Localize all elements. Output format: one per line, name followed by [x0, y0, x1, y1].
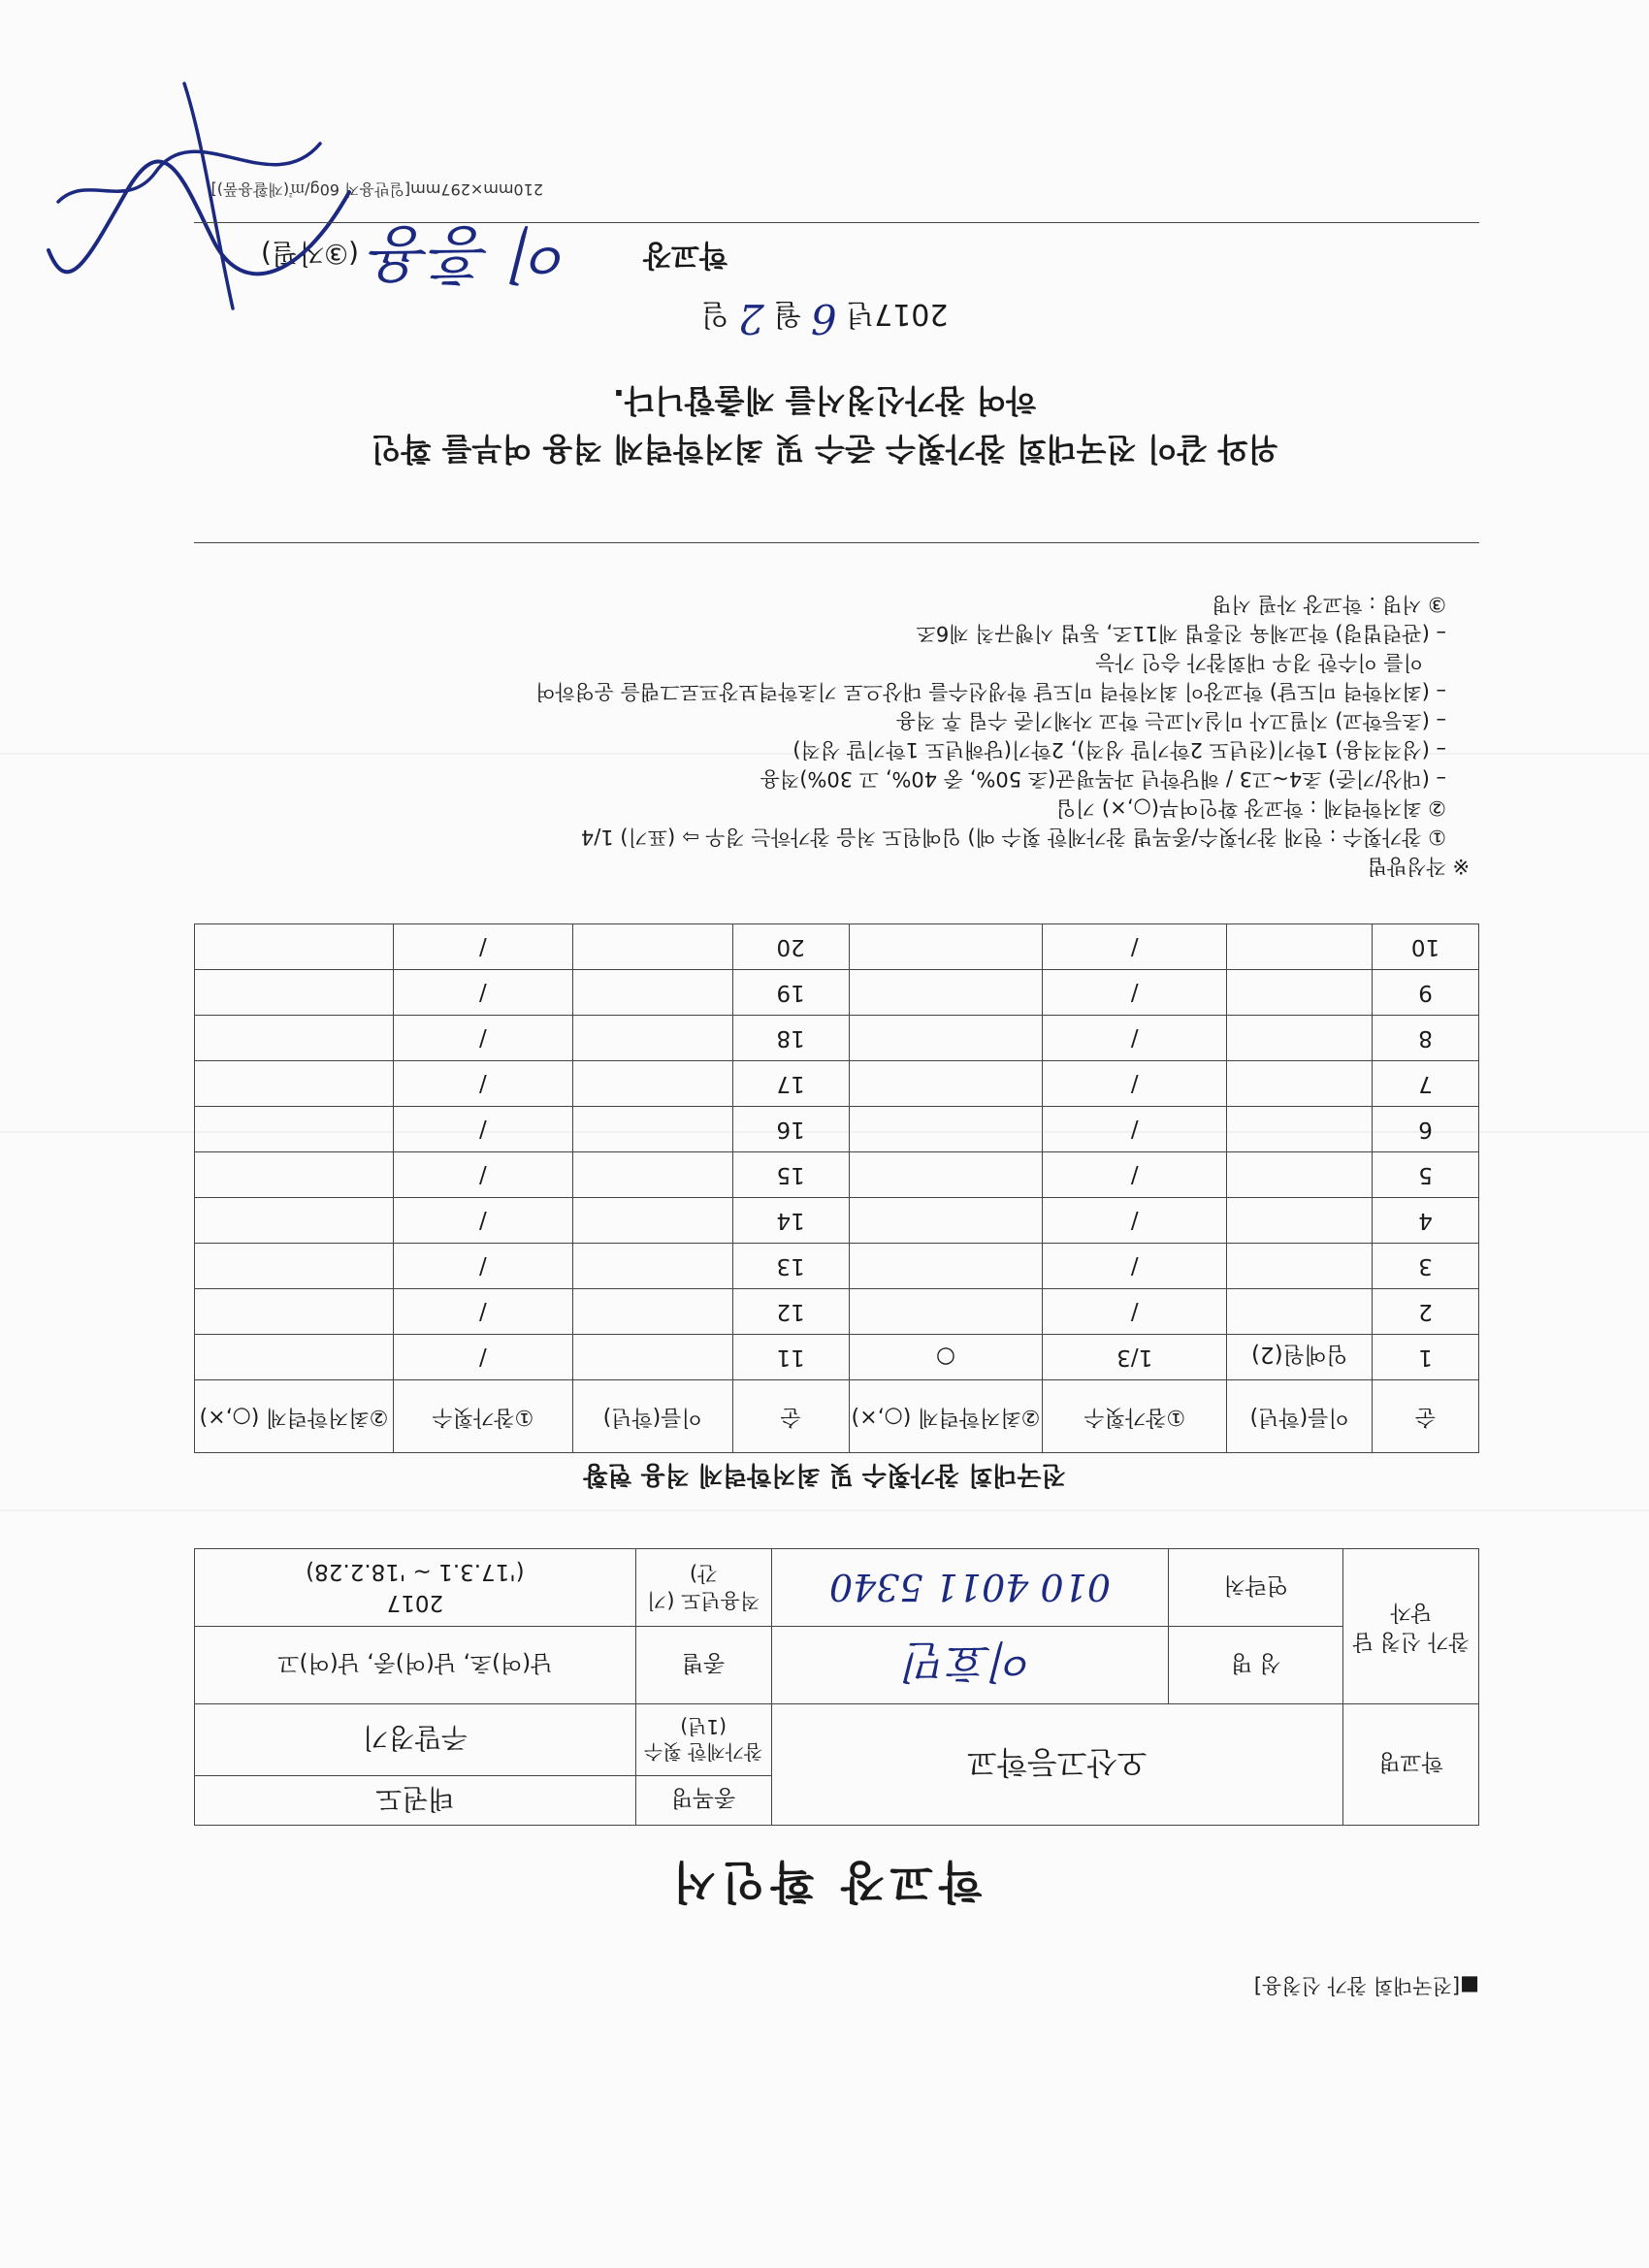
- table-cell: [195, 924, 394, 970]
- column-header: ②최저학력제 (○,×): [195, 1380, 394, 1453]
- table-cell: [572, 1198, 732, 1244]
- declaration-line: 하여 참가신청서를 제출합니다.: [612, 382, 1037, 419]
- table-cell: /: [393, 1244, 572, 1289]
- table-cell: /: [393, 970, 572, 1016]
- table-cell: /: [1043, 1107, 1227, 1152]
- table-cell: 4: [1373, 1198, 1479, 1244]
- instruction-item: – (최저학력 미도달) 학교장이 최저학력 미도달 학생선수를 대상으로 기초학력보장프로그램을 운영하여: [535, 680, 1446, 703]
- declaration-line: 위와 같이 전국대회 참가횟수 준수 및 최저학력제 적용 여부를 확인: [371, 431, 1278, 468]
- table-row: [195, 1107, 1479, 1152]
- table-cell: [1227, 970, 1373, 1016]
- sport-value: 태권도: [195, 1776, 636, 1826]
- year-period: ('17.3.1 ~ '18.2.28): [306, 1559, 525, 1585]
- instruction-item: ② 최저학력제 : 학교장 확인여부(○,×) 기입: [1055, 796, 1446, 820]
- school-name-value: 오산고등학교: [771, 1704, 1343, 1826]
- year-number: 2017: [386, 1590, 444, 1616]
- paper-spec: 210mm×297mm[일반용지 60g/㎡(재활용품)]: [210, 180, 543, 199]
- applicant-name: 이효민: [771, 1627, 1169, 1704]
- seal-mark: (③자필): [260, 238, 359, 270]
- table-cell: ○: [849, 1335, 1043, 1380]
- table-cell: [195, 970, 394, 1016]
- table-cell: 19: [732, 970, 849, 1016]
- table-cell: [572, 1335, 732, 1380]
- principal-title: 학교장: [643, 238, 728, 272]
- document-title: 학교장 확인서: [666, 1856, 983, 1908]
- table-row: [195, 1244, 1479, 1289]
- fold-crease: [0, 1509, 1649, 1511]
- table-cell: /: [1043, 1198, 1227, 1244]
- table-cell: [195, 1198, 394, 1244]
- table-cell: 20: [732, 924, 849, 970]
- school-info-table: [194, 1548, 1479, 1826]
- date-day: 2: [738, 295, 764, 342]
- table-cell: 6: [1373, 1107, 1479, 1152]
- table-row: [195, 1152, 1479, 1198]
- table-cell: [1227, 1152, 1373, 1198]
- table-cell: /: [1043, 1152, 1227, 1198]
- signature-scribble: [39, 76, 359, 338]
- table-cell: 1/3: [1043, 1335, 1227, 1380]
- table-cell: 11: [732, 1335, 849, 1380]
- table-cell: [849, 1061, 1043, 1107]
- instruction-item: ① 참가횟수 : 현재 참가횟수/종목별 참가제한 횟수 예) 임예원도 처음 참가하는 경우 ⇨ (표기) 1/4: [580, 826, 1446, 849]
- table-cell: [1227, 924, 1373, 970]
- instructions: [199, 590, 1470, 881]
- table-cell: [1227, 1198, 1373, 1244]
- table-cell: 7: [1373, 1061, 1479, 1107]
- table-cell: [1227, 1289, 1373, 1335]
- date-day-label: 일: [700, 297, 729, 331]
- table-row: [195, 1061, 1479, 1107]
- table-cell: 18: [732, 1016, 849, 1061]
- column-header: 이름(학년): [572, 1380, 732, 1453]
- year-label: 적용년도 (기간): [635, 1549, 771, 1627]
- table-row: [195, 924, 1479, 970]
- table-cell: /: [1043, 1061, 1227, 1107]
- table-cell: 15: [732, 1152, 849, 1198]
- table-cell: 9: [1373, 970, 1479, 1016]
- table-cell: 8: [1373, 1016, 1479, 1061]
- table-cell: /: [1043, 924, 1227, 970]
- instruction-item: – (성적적용) 1학기(전년도 2학기말 성적), 2학기(당해년도 1학기말 성적): [792, 738, 1446, 761]
- table-cell: 16: [732, 1107, 849, 1152]
- table-cell: 10: [1373, 924, 1479, 970]
- table-cell: 2: [1373, 1289, 1479, 1335]
- table-cell: [1227, 1107, 1373, 1152]
- school-name-label: 학교명: [1343, 1704, 1479, 1826]
- table-row: [195, 1198, 1479, 1244]
- table-cell: [572, 970, 732, 1016]
- table-cell: [572, 1016, 732, 1061]
- table-cell: [195, 1061, 394, 1107]
- date-year: 2017년: [846, 297, 949, 331]
- table-cell: /: [393, 1198, 572, 1244]
- table-cell: /: [393, 1152, 572, 1198]
- table-cell: 3: [1373, 1244, 1479, 1289]
- instruction-item: – (관련법령) 학교체육 진흥법 제11조, 동법 시행규칙 제6조: [916, 622, 1446, 645]
- table-cell: [572, 1244, 732, 1289]
- declaration: [194, 376, 1455, 473]
- column-header: 이름(학년): [1227, 1380, 1373, 1453]
- footer-divider: [194, 222, 1479, 223]
- table-cell: /: [1043, 1016, 1227, 1061]
- contact-label: 연락처: [1169, 1549, 1343, 1627]
- name-label: 성 명: [1169, 1627, 1343, 1704]
- table-cell: 14: [732, 1198, 849, 1244]
- table-cell: 1: [1373, 1335, 1479, 1380]
- table-cell: [849, 1107, 1043, 1152]
- gender-label: 종별: [635, 1627, 771, 1704]
- gender-value: 남(여)초, 남(여)중, 남(여)고: [195, 1627, 636, 1704]
- table-cell: [849, 1016, 1043, 1061]
- date-month-label: 월: [773, 297, 802, 331]
- instruction-item: – (대상/기준) 초4~고3 / 해당학년 과목평균(초 50%, 중 40%, 고 30%)적용: [760, 767, 1446, 791]
- table-cell: [572, 1061, 732, 1107]
- instruction-item: 이를 이수한 경우 대회참가 승인 가능: [1095, 651, 1423, 674]
- applicant-label: 참가 신청 담당자: [1343, 1549, 1479, 1704]
- table-row: [195, 1016, 1479, 1061]
- table-cell: 17: [732, 1061, 849, 1107]
- table-cell: 13: [732, 1244, 849, 1289]
- instruction-item: ③ 서명 : 학교장 자필 서명: [1212, 593, 1446, 616]
- table-cell: /: [393, 1061, 572, 1107]
- sport-label: 종목명: [635, 1776, 771, 1826]
- table-row: [195, 1289, 1479, 1335]
- table-cell: [1227, 1061, 1373, 1107]
- column-header: ②최저학력제 (○,×): [849, 1380, 1043, 1453]
- table-cell: 임예원(2): [1227, 1335, 1373, 1380]
- table-cell: [572, 1152, 732, 1198]
- table-cell: [195, 1335, 394, 1380]
- participation-count-label: 참가제한 횟수(1년): [635, 1704, 771, 1776]
- table-cell: [195, 1016, 394, 1061]
- column-header: ①참가횟수: [393, 1380, 572, 1453]
- form-tag: ■[전국대회 참가 신청용]: [1253, 1974, 1479, 1997]
- participation-table: [194, 923, 1479, 1453]
- divider: [194, 542, 1479, 543]
- principal-name: 이 흥용: [372, 217, 572, 289]
- table-cell: [572, 1107, 732, 1152]
- participation-count-value: 주말경기: [195, 1704, 636, 1776]
- contact-value: 010 4011 5340: [771, 1549, 1169, 1627]
- table-cell: /: [393, 1016, 572, 1061]
- table-cell: /: [393, 1107, 572, 1152]
- table-cell: [195, 1107, 394, 1152]
- table-cell: /: [1043, 1289, 1227, 1335]
- table-cell: [572, 1289, 732, 1335]
- table-header-row: [195, 1380, 1479, 1453]
- section-title: 전국대회 참가횟수 및 최저학력제 적용 현황: [583, 1460, 1066, 1489]
- instructions-heading: ※ 작성방법: [1367, 855, 1470, 878]
- table-cell: [1227, 1244, 1373, 1289]
- table-cell: [195, 1289, 394, 1335]
- column-header: ①참가횟수: [1043, 1380, 1227, 1453]
- table-row: [195, 970, 1479, 1016]
- table-cell: [849, 1289, 1043, 1335]
- table-cell: [195, 1244, 394, 1289]
- table-cell: [849, 970, 1043, 1016]
- column-header: 순: [732, 1380, 849, 1453]
- table-cell: [849, 924, 1043, 970]
- table-cell: 5: [1373, 1152, 1479, 1198]
- table-cell: /: [1043, 970, 1227, 1016]
- table-cell: /: [1043, 1244, 1227, 1289]
- table-cell: 12: [732, 1289, 849, 1335]
- table-cell: [195, 1152, 394, 1198]
- instruction-item: – (초등학교) 지필고사 미실시교는 학교 자체기준 수립 후 적용: [895, 709, 1446, 732]
- year-value: [195, 1549, 636, 1627]
- date-month: 6: [810, 295, 837, 342]
- table-cell: [849, 1198, 1043, 1244]
- table-cell: [849, 1244, 1043, 1289]
- table-row: [195, 1335, 1479, 1380]
- table-cell: /: [393, 1335, 572, 1380]
- table-cell: [572, 924, 732, 970]
- table-cell: [1227, 1016, 1373, 1061]
- table-cell: /: [393, 1289, 572, 1335]
- column-header: 순: [1373, 1380, 1479, 1453]
- table-cell: [849, 1152, 1043, 1198]
- table-cell: /: [393, 924, 572, 970]
